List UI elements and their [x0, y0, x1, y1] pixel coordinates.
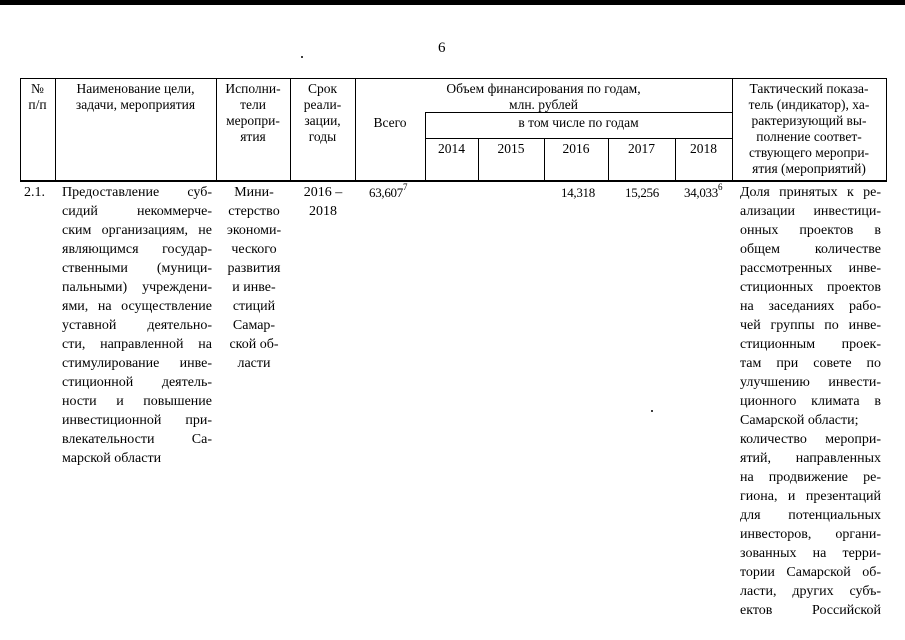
page-number: 6	[438, 40, 446, 56]
row-2018-value: 34,033$^6$	[684, 182, 723, 200]
row-indicator: Доля принятых к ре- ализации инвестици- онных проектов в общем количестве рассмотренных инве- стиционных проектов на заседаниях рабо- чей группы по инве- стиционным проек- там при совете по улучшению инвести- ционного климата в Самарской области; количество меропри- ятий, направленных на продвижение ре- гиона, и презентаций для потенциальных инвесторов, органи- зованных на терри- тории Самарской об- ласти, других субъ- ектов Российской	[740, 185, 881, 618]
header-year-2015: 2015	[497, 141, 525, 156]
row-goal: Предоставление суб- сидий некоммерче- ским организациям, не являющимся государ- ственными (муници- пальными) учреждени- ями, на осуществление уставной деятельно- сти, направленной на стимулирование инве- стиционной деятель- ности и повышение инвестиционной при- влекательности Са- марской области	[62, 185, 212, 466]
header-term: Срок реали- зации, годы	[303, 81, 342, 144]
header-executors: Исполни- тели меропри- ятия	[225, 81, 281, 144]
row-number: 2.1.	[24, 185, 45, 200]
row-term: 2016 – 2018	[303, 185, 343, 219]
scan-speck	[651, 410, 653, 412]
header-funding: Объем финансирования по годам, млн. рублей	[446, 81, 641, 112]
header-goal: Наименование цели, задачи, мероприятия	[75, 81, 196, 112]
row-2016-value: 14,318	[561, 185, 595, 200]
header-num: № п/п	[28, 81, 47, 112]
top-border	[0, 0, 905, 5]
header-year-2016: 2016	[562, 141, 590, 156]
header-year-2014: 2014	[438, 141, 465, 156]
row-total: 63,607$^7$	[369, 182, 408, 200]
header-indicator: Тактический показа- тель (индикатор), ха- рактеризующий вы- полнение соответ- ствующего меропри- ятия (мероприятий)	[748, 81, 870, 176]
header-total: Всего	[373, 115, 407, 130]
row-executors: Мини- стерство экономи- ческого развития и инве- стиций Самар- ской об- ласти	[226, 185, 282, 371]
header-incl-years: в том числе по годам	[518, 115, 639, 130]
header-year-2018: 2018	[690, 141, 717, 156]
row-2017-value: 15,256	[625, 185, 659, 200]
scan-speck	[301, 56, 303, 58]
header-year-2017: 2017	[628, 141, 655, 156]
